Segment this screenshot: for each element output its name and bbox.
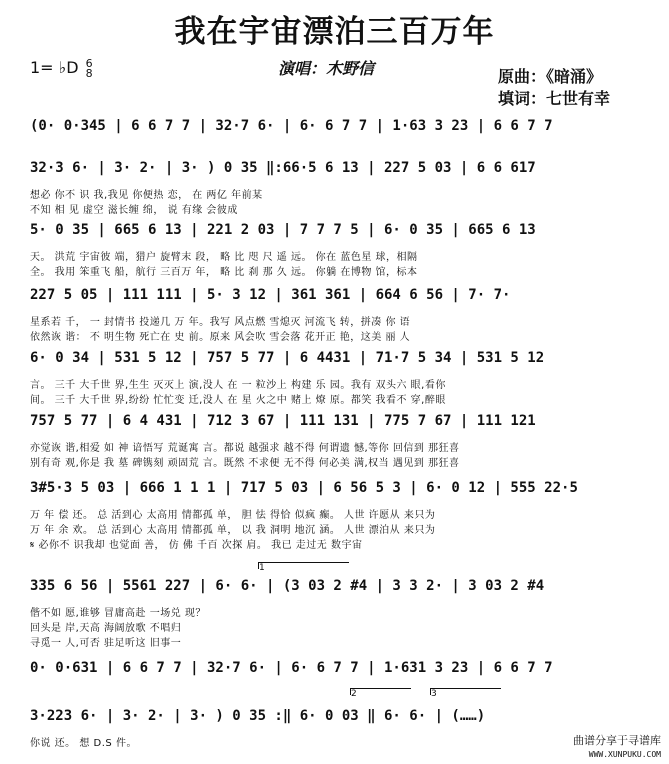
lyric-line: 星系若 千， 一 封情书 投递几 万 年。我写 风点燃 雪熄灭 河流飞 转，拼凑 你 语 — [30, 317, 411, 327]
lyric-line: 你说 还。 想 D.S 件。 — [30, 738, 137, 748]
lyric-line: 全。 我用 笨重飞 船，航行 三百万 年， 略 比 刹 那 久 远。 你躺 在博物 馆，标本 — [30, 267, 418, 277]
lyric-line: 想必 你不 识 我,我见 你便热 恋， 在 两亿 年前某 — [30, 190, 263, 200]
lyric-line: 言。 三千 大千世 界,生生 灭灭上 演,没人 在 一 粒沙上 构建 乐 园。我有 双头六 眼,看你 — [30, 380, 446, 390]
notation-row: 3#5·3 5 03 | 666 1 1 1 | 717 5 03 | 6 56 5 3 | 6· 0 12 | 555 22·5 — [30, 480, 578, 496]
lyric-line: 万 年 偿 还。 总 活到心 太高用 情都孤 单， 胆 怯 得恰 似疯 癫。 人世 许愿从 来只为 — [30, 510, 436, 520]
notation-row: (0· 0·345 | 6 6 7 7 | 32·7 6· | 6· 6 7 7 | 1·63 3 23 | 6 6 7 7 — [30, 118, 553, 134]
volta-bracket: 2 — [350, 688, 411, 695]
lyric-line: 回头是 岸,天高 海阔放歌 不唱归 — [30, 623, 182, 633]
time-bottom: 8 — [85, 66, 93, 80]
lyric-line: 偕不如 愿,谁够 冒庸高赴 一场兑 现？ — [30, 608, 206, 618]
notation-row: 227 5 05 | 111 111 | 5· 3 12 | 361 361 | 664 6 56 | 7· 7· — [30, 287, 511, 303]
notation-row: 0· 0·631 | 6 6 7 7 | 32·7 6· | 6· 6 7 7 | 1·631 3 23 | 6 6 7 7 — [30, 660, 553, 676]
song-title: 我在宇宙漂泊三百万年 — [174, 14, 495, 50]
lyricist-credit: 填词：七世有幸 — [498, 89, 611, 108]
key-signature — [30, 58, 93, 79]
notation-row: 3·223 6· | 3· 2· | 3· ) 0 35 :‖ 6· 0 03 ‖ 6· 6· | (……) — [30, 708, 486, 724]
lyric-line: 万 年 余 欢。 总 活到心 太高用 情都孤 单， 以 我 洞明 地沉 涵。 人世 漂泊从 来只为 — [30, 525, 436, 535]
notation-row: 32·3 6· | 3· 2· | 3· ) 0 35 ‖:66·5 6 13 | 227 5 03 | 6 6 617 — [30, 160, 536, 176]
lyric-line: 寻觅一 人,可否 驻足听这 旧事一 — [30, 638, 182, 648]
time-top: 6 — [85, 56, 93, 70]
credits-block — [498, 66, 610, 110]
lyric-line: 𝄋 必你不 识我却 也觉面 善， 仿 佛 千百 次探 肩。 我已 走过无 数宇宙 — [30, 540, 363, 550]
notation-row: 335 6 56 | 5561 227 | 6· 6· | (3 03 2 #4 | 3 3 2· | 3 03 2 #4 — [30, 578, 545, 594]
notation-row: 757 5 77 | 6 4 431 | 712 3 67 | 111 131 | 775 7 67 | 111 121 — [30, 413, 536, 429]
watermark-text: 曲谱分享于寻谱库 — [573, 734, 661, 747]
notation-row: 5· 0 35 | 665 6 13 | 221 2 03 | 7 7 7 5 | 6· 0 35 | 665 6 13 — [30, 222, 536, 238]
singer-credit: 演唱：木野信 — [278, 59, 375, 78]
volta-bracket: 3 — [430, 688, 501, 695]
watermark — [573, 734, 661, 762]
lyric-line: 别有奇 观,你是 我 墓 碑镌刻 顽固荒 言。既然 不求便 无不得 何必美 满,权当 遇见到 那狂喜 — [30, 458, 460, 468]
lyric-line: 天。 洪荒 宇宙彼 端，猎户 旋臂末 段， 略 比 咫 尺 遥 远。 你在 蓝色星 球，相隔 — [30, 252, 418, 262]
notation-row: 6· 0 34 | 531 5 12 | 757 5 77 | 6 4431 | 71·7 5 34 | 531 5 12 — [30, 350, 545, 366]
lyric-line: 亦觉诙 谐,相爱 如 神 谙悟写 荒诞寓 言。都说 越强求 越不得 何谓遗 憾,等你 回信到 那狂喜 — [30, 443, 460, 453]
key-label: 1= ♭D — [30, 58, 79, 77]
lyric-line: 不知 相 见 虚空 滋长缠 绵， 说 有缘 会彼成 — [30, 205, 238, 215]
volta-bracket: 1 — [258, 562, 349, 569]
lyric-line: 间。 三千 大千世 界,纷纷 忙忙变 迁,没人 在 星 火之中 赌上 燎 原。都笑 我看不 穿,醉眼 — [30, 395, 446, 405]
lyric-line: 依然诙 谐： 不 明生物 死亡在 史 前。原来 风会吹 雪会落 花开正 艳，这美 丽 人 — [30, 332, 411, 342]
composer-credit: 原曲：《暗涌》 — [498, 67, 603, 86]
time-signature — [85, 56, 93, 80]
watermark-url: WWW.XUNPUKU.COM — [588, 750, 661, 759]
